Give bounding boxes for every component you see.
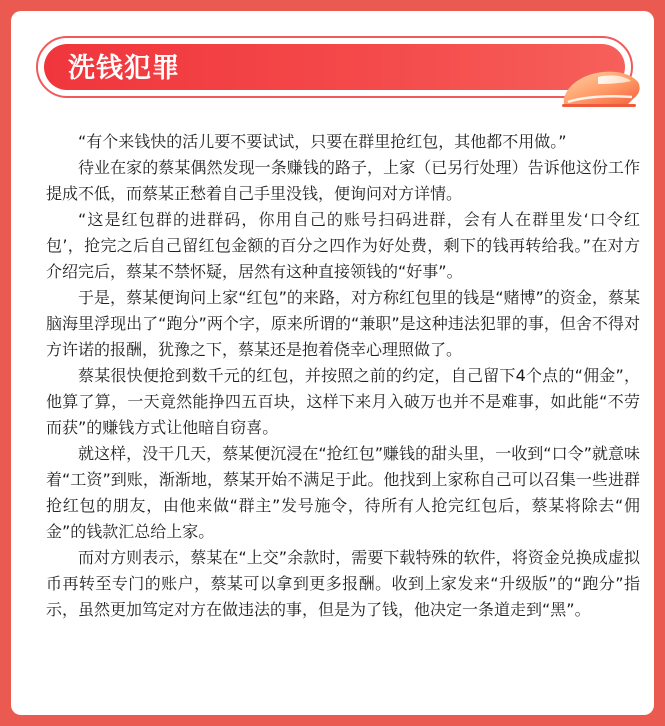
- article-body: [46, 129, 640, 623]
- title-banner: [36, 36, 633, 98]
- article-paragraph: 待业在家的蔡某偶然发现一条赚钱的路子，上家（已另行处理）告诉他这份工作提成不低，而蔡某正愁着自己手里没钱，便询问对方详情。: [46, 158, 640, 203]
- article-paragraph: 于是，蔡某便询问上家“红包”的来路，对方称红包里的钱是“赌博”的资金，蔡某脑海里浮现出了“跑分”两个字，原来所谓的“兼职”是这种违法犯罪的事，但舍不得对方许诺的报酬，犹豫之下，蔡某还是抱着侥幸心理照做了。: [46, 288, 640, 359]
- article-card: [11, 11, 654, 715]
- high-speed-train-icon: [558, 64, 642, 110]
- article-paragraph: “这是红包群的进群码，你用自己的账号扫码进群，会有人在群里发‘口令红包’，抢完之后自己留红包金额的百分之四作为好处费，剩下的钱再转给我。”在对方介绍完后，蔡某不禁怀疑，居然有这种直接领钱的“好事”。: [46, 210, 640, 281]
- article-paragraph: 就这样，没干几天，蔡某便沉浸在“抢红包”赚钱的甜头里，一收到“口令”就意味着“工资”到账，渐渐地，蔡某开始不满足于此。他找到上家称自己可以召集一些进群抢红包的朋友，由他来做“群主”发号施令，待所有人抢完红包后，蔡某将除去“佣金”的钱款汇总给上家。: [46, 444, 640, 541]
- article-paragraph: 蔡某很快便抢到数千元的红包，并按照之前的约定，自己留下4个点的“佣金”，他算了算，一天竟然能挣四五百块，这样下来月入破万也并不是难事，如此能“不劳而获”的赚钱方式让他暗自窃喜。: [46, 366, 640, 437]
- page-title: 洗钱犯罪: [68, 53, 180, 84]
- article-paragraph: 而对方则表示，蔡某在“上交”余款时，需要下载特殊的软件，将资金兑换成虚拟币再转至专门的账户，蔡某可以拿到更多报酬。收到上家发来“升级版”的“跑分”指示，虽然更加笃定对方在做违法的事，但是为了钱，他决定一条道走到“黑”。: [46, 548, 640, 619]
- title-banner-fill: [44, 44, 625, 90]
- article-paragraph: “有个来钱快的活儿要不要试试，只要在群里抢红包，其他都不用做。”: [78, 132, 567, 151]
